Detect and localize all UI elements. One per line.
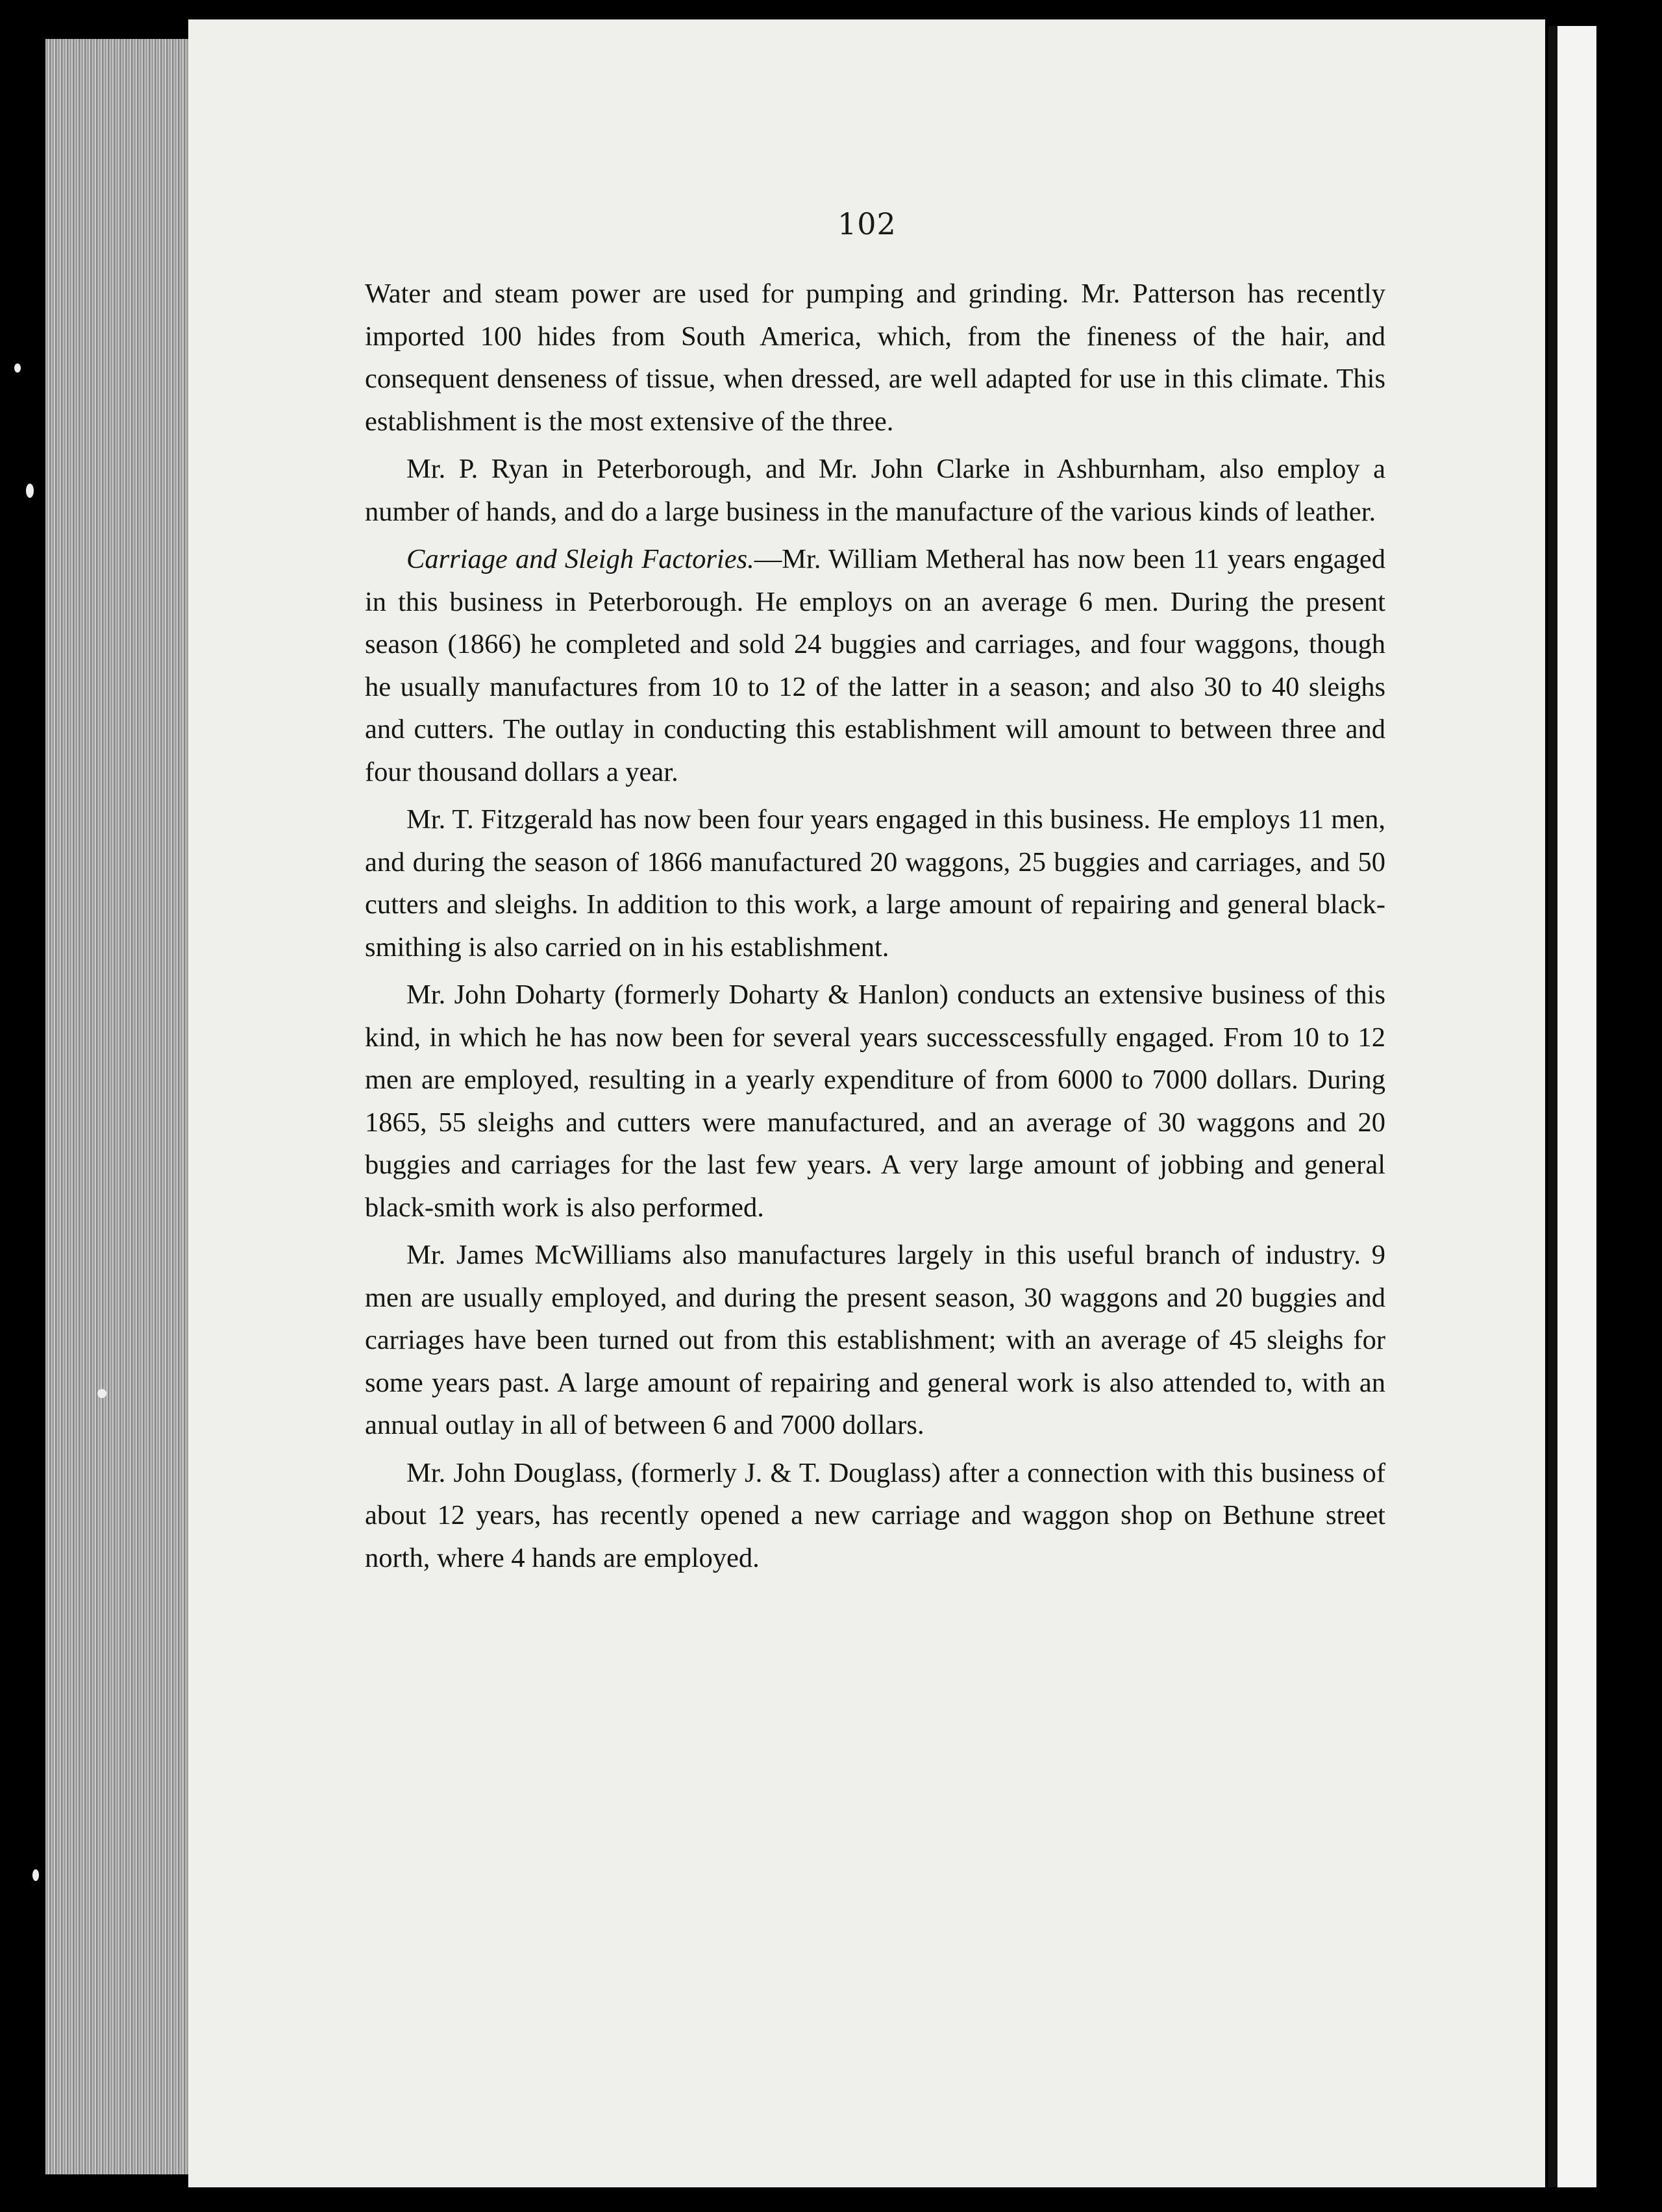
- scan-speck: [32, 1869, 39, 1881]
- page-text: [365, 273, 1385, 1584]
- scan-speck: [97, 1389, 106, 1398]
- paragraph: Water and steam power are used for pumping and grinding. Mr. Patterson has recently imported 100 hides from South America, which, from the fineness of the hair, and consequent denseness of tissue, when dressed, are well adapted for use in this climate. This establishment is the most extensive of the three.: [365, 278, 1385, 437]
- paragraph: Mr. John Douglass, (formerly J. & T. Douglass) after a connection with this business of about 12 years, has recently opened a new carriage and waggon shop on Bethune street north, where 4 hands are employed.: [365, 1457, 1385, 1573]
- scan-speck: [14, 363, 21, 373]
- paragraph: Carriage and Sleigh Factories.—Mr. William Metheral has now been 11 years engaged in this business in Peterborough. He employs on an average 6 men. During the present season (1866) he completed and sold 24 buggies and carriages, and four waggons, though he usually manufactures from 10 to 12 of the latter in a season; and also 30 to 40 sleighs and cutters. The outlay in conducting this establishment will amount to between three and four thousand dollars a year.: [365, 544, 1385, 787]
- paragraph: Mr. P. Ryan in Peterborough, and Mr. John Clarke in Ashburnham, also employ a number of hands, and do a large business in the manufacture of the various kinds of leather.: [365, 454, 1385, 527]
- book-page-edges: [45, 39, 195, 2174]
- paragraph: Mr. T. Fitzgerald has now been four years engaged in this business. He employs 11 men, and during the season of 1866 manufactured 20 waggons, 25 buggies and carriages, and 50 cutters and sleighs. In addition to this work, a large amount of repairing and general black-smithing is also carried on in his establishment.: [365, 804, 1385, 963]
- gutter-shadow: [1548, 26, 1557, 2187]
- section-heading: Carriage and Sleigh Factories.: [406, 544, 754, 574]
- facing-page-edge: [1557, 26, 1596, 2187]
- scan-speck: [26, 484, 34, 498]
- page-number: 102: [837, 206, 897, 241]
- paragraph: Mr. John Doharty (formerly Doharty & Hanlon) conducts an extensive business of this kind, in which he has now been for several years successcessfully engaged. From 10 to 12 men are employed, resulting in a yearly expenditure of from 6000 to 7000 dollars. During 1865, 55 sleighs and cutters were manufactured, and an average of 30 waggons and 20 buggies and carriages for the last few years. A very large amount of jobbing and general black-smith work is also performed.: [365, 979, 1385, 1223]
- paragraph: Mr. James McWilliams also manufactures largely in this useful branch of industry. 9 men are usually employed, and during the present season, 30 waggons and 20 buggies and carriages have been turned out from this establishment; with an average of 45 sleighs for some years past. A large amount of repairing and general work is also attended to, with an annual outlay in all of between 6 and 7000 dollars.: [365, 1240, 1385, 1440]
